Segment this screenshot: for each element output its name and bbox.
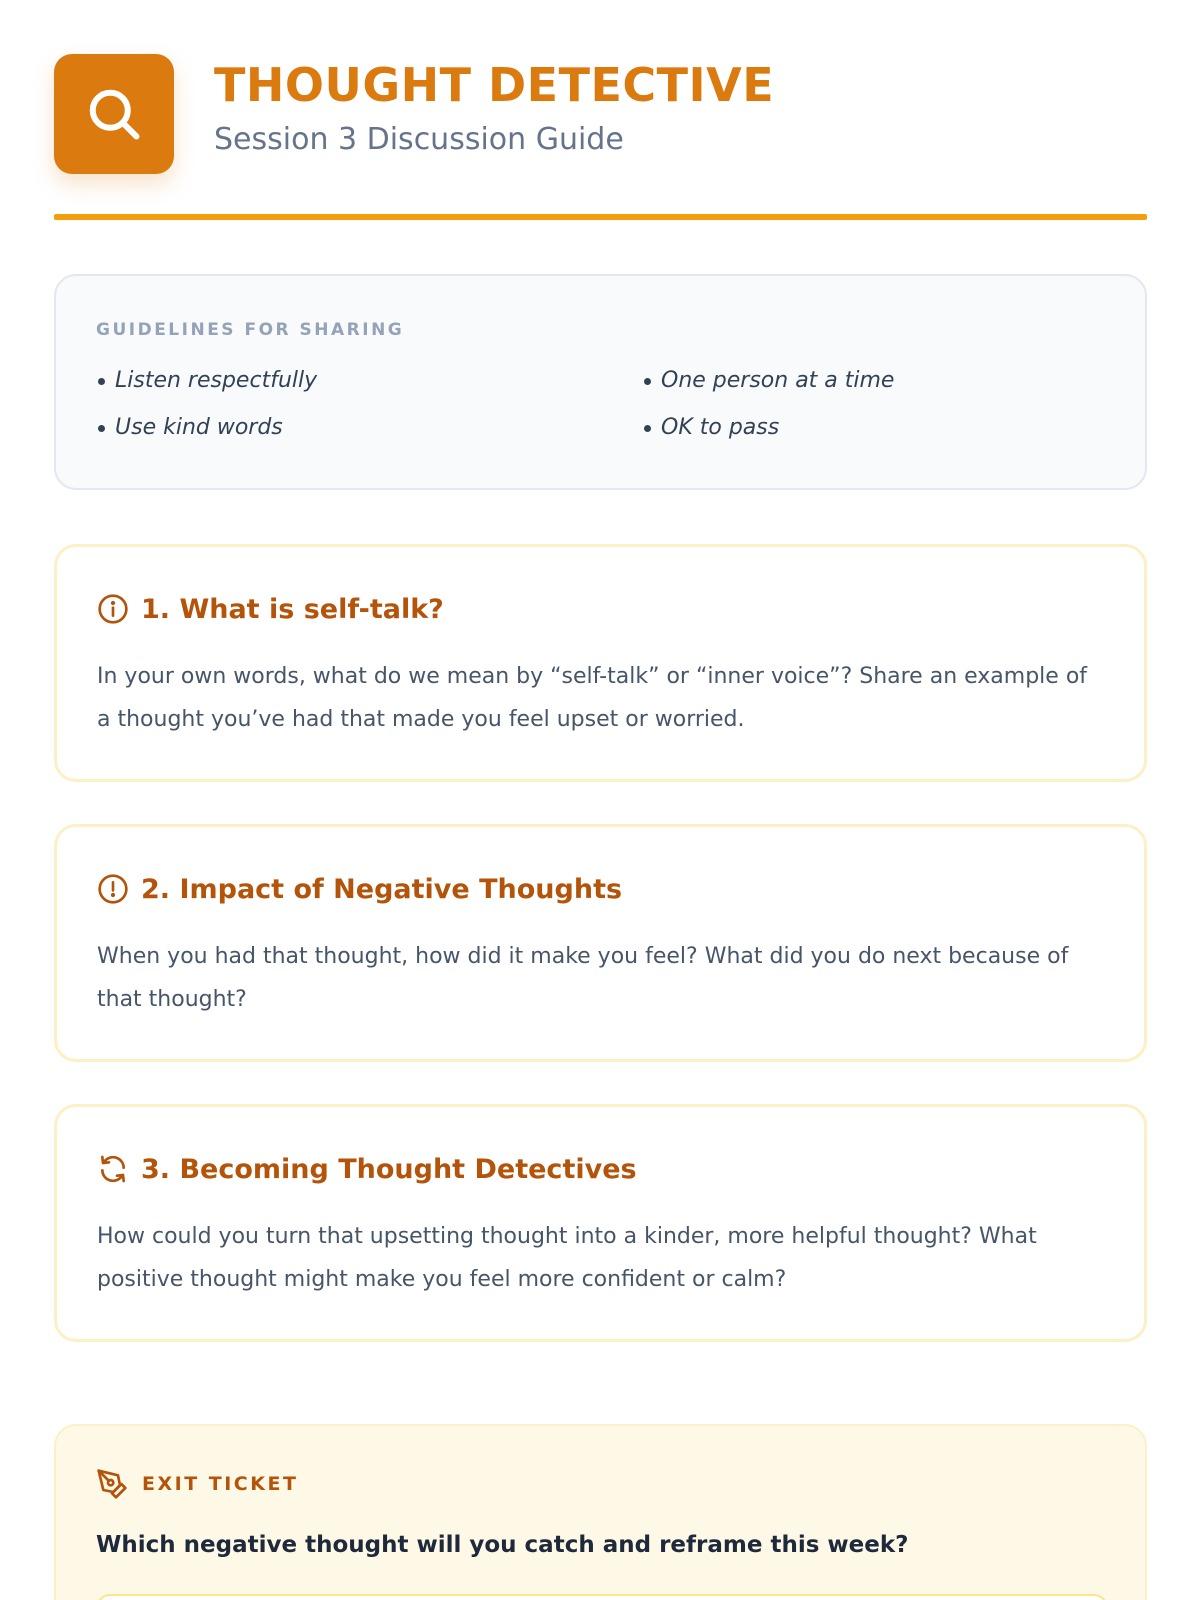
- guideline-item: Listen respectfully: [98, 368, 317, 393]
- guideline-item: One person at a time: [644, 368, 894, 393]
- exit-ticket-answer-field[interactable]: [96, 1594, 1108, 1600]
- question-title: 1. What is self-talk?: [141, 593, 444, 625]
- question-header: [97, 593, 444, 625]
- question-header: [97, 873, 622, 905]
- logo-badge: [54, 54, 174, 174]
- guidelines-label: GUIDELINES FOR SHARING: [96, 320, 405, 340]
- bullet: [98, 378, 105, 385]
- question-title: 3. Becoming Thought Detectives: [141, 1153, 637, 1185]
- bullet: [644, 425, 651, 432]
- exit-ticket-header: [96, 1468, 298, 1500]
- exit-ticket-label: EXIT TICKET: [142, 1473, 299, 1495]
- header: [54, 54, 1147, 220]
- question-card: [54, 1104, 1147, 1342]
- guideline-item: Use kind words: [98, 415, 283, 440]
- question-card: [54, 824, 1147, 1062]
- question-text: When you had that thought, how did it make you feel? What did you do next because of that thought?: [97, 944, 1069, 1012]
- refresh-icon: [97, 1153, 129, 1185]
- question-title: 2. Impact of Negative Thoughts: [141, 873, 623, 905]
- question-text: How could you turn that upsetting thought into a kinder, more helpful thought? What positive thought might make you feel more confident or calm?: [97, 1224, 1037, 1292]
- page-subtitle: Session 3 Discussion Guide: [214, 122, 624, 157]
- question-card: [54, 544, 1147, 782]
- header-divider: [54, 214, 1147, 220]
- alert-circle-icon: [97, 873, 129, 905]
- pen-tool-icon: [96, 1468, 128, 1500]
- guideline-item: OK to pass: [644, 415, 779, 440]
- exit-ticket-question: Which negative thought will you catch and reframe this week?: [96, 1532, 909, 1558]
- info-circle-icon: [97, 593, 129, 625]
- exit-ticket-panel: [54, 1424, 1147, 1600]
- bullet: [98, 425, 105, 432]
- search-icon: [84, 84, 144, 144]
- question-header: [97, 1153, 637, 1185]
- guidelines-panel: [54, 274, 1147, 490]
- question-text: In your own words, what do we mean by “self-talk” or “inner voice”? Share an example of a thought you’ve had that made you feel upset or worried.: [97, 664, 1088, 732]
- page-title: THOUGHT DETECTIVE: [214, 58, 775, 112]
- bullet: [644, 378, 651, 385]
